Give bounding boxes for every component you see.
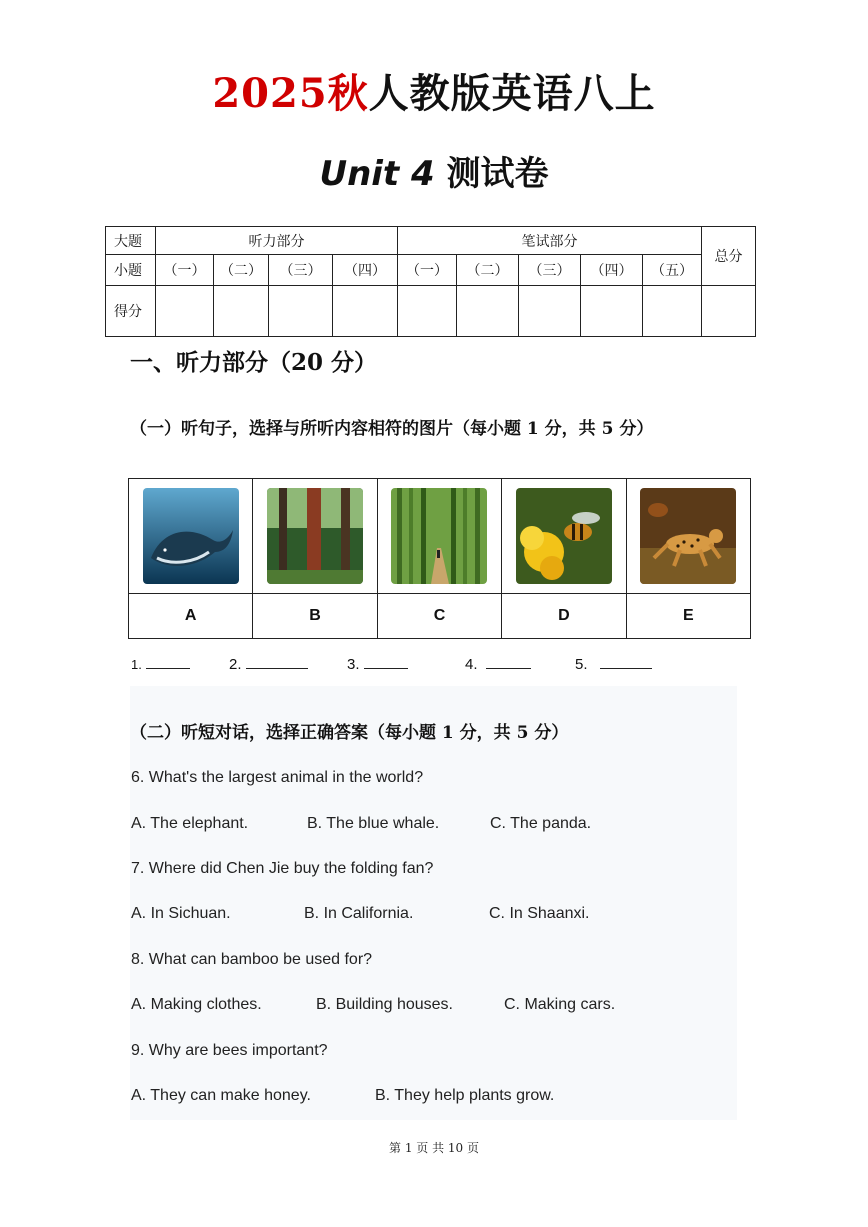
picture-cell-a [129, 479, 253, 594]
section-listening-title: 一、听力部分（20 分） [130, 349, 378, 376]
page-number: 第 1 页 共 10 页 [389, 1141, 479, 1155]
picture-label-a: A [129, 594, 253, 639]
listening-part-1: （一） [156, 255, 214, 286]
question-8-option-c[interactable]: C. Making cars. [504, 996, 616, 1013]
question-7: 7. Where did Chen Jie buy the folding fan? [131, 860, 434, 877]
score-cell[interactable] [643, 286, 702, 337]
question-6-option-a[interactable]: A. The elephant. [131, 815, 249, 832]
answer-blanks [131, 654, 691, 676]
big-question-label: 大题 [106, 227, 156, 255]
question-9-option-b[interactable]: B. They help plants grow. [375, 1087, 555, 1104]
question-7-option-c[interactable]: C. In Shaanxi. [489, 905, 590, 922]
score-cell[interactable] [457, 286, 519, 337]
writing-part-5: （五） [643, 255, 702, 286]
part2-title: （二）听短对话，选择正确答案（每小题 1 分，共 5 分） [130, 723, 569, 743]
score-cell[interactable] [398, 286, 457, 337]
title-textbook: 人教版英语八上 [368, 70, 656, 117]
unit-title [0, 146, 868, 195]
blank-number: 3. [347, 656, 360, 673]
score-cell[interactable] [519, 286, 581, 337]
unit-label: Unit 4 [319, 154, 435, 194]
question-9-option-a[interactable]: A. They can make honey. [131, 1087, 311, 1104]
bamboo-forest-photo-icon [391, 488, 487, 584]
score-table [105, 226, 756, 337]
picture-label-e: E [626, 594, 750, 639]
question-8: 8. What can bamboo be used for? [131, 951, 373, 968]
question-6: 6. What's the largest animal in the world? [131, 769, 424, 786]
answer-blank-4[interactable] [465, 654, 531, 673]
page-title [0, 62, 868, 119]
score-label: 得分 [106, 286, 156, 337]
answer-blank-1[interactable] [131, 654, 190, 673]
score-cell[interactable] [214, 286, 269, 337]
listening-part-2: （二） [214, 255, 269, 286]
question-6-option-c[interactable]: C. The panda. [490, 815, 592, 832]
answer-blank-2[interactable] [229, 654, 308, 673]
unit-test-label: 测试卷 [446, 154, 549, 194]
total-score-cell[interactable] [702, 286, 756, 337]
part1-title: （一）听句子，选择与所听内容相符的图片（每小题 1 分，共 5 分） [130, 419, 654, 439]
cheetah-photo-icon [640, 488, 736, 584]
blank-number: 4. [465, 656, 478, 673]
redwood-forest-photo-icon [267, 488, 363, 584]
listening-part-4: （四） [333, 255, 398, 286]
picture-cell-c [377, 479, 501, 594]
score-cell[interactable] [333, 286, 398, 337]
writing-part-4: （四） [581, 255, 643, 286]
picture-label-b: B [253, 594, 377, 639]
listening-header: 听力部分 [156, 227, 398, 255]
writing-part-2: （二） [457, 255, 519, 286]
blank-number: 2. [229, 656, 242, 673]
picture-label-c: C [377, 594, 501, 639]
blank-number: 1. [131, 657, 142, 672]
blank-number: 5. [575, 656, 588, 673]
picture-cell-b [253, 479, 377, 594]
question-8-option-a[interactable]: A. Making clothes. [131, 996, 262, 1013]
listening-part-3: （三） [269, 255, 333, 286]
answer-blank-5[interactable] [575, 654, 652, 673]
picture-label-d: D [502, 594, 626, 639]
writing-part-1: （一） [398, 255, 457, 286]
title-year-season: 2025秋 [212, 70, 369, 117]
writing-header: 笔试部分 [398, 227, 702, 255]
small-question-label: 小题 [106, 255, 156, 286]
picture-cell-e [626, 479, 750, 594]
question-6-option-b[interactable]: B. The blue whale. [307, 815, 440, 832]
question-7-option-a[interactable]: A. In Sichuan. [131, 905, 231, 922]
question-8-option-b[interactable]: B. Building houses. [316, 996, 453, 1013]
bee-on-flower-photo-icon [516, 488, 612, 584]
score-cell[interactable] [581, 286, 643, 337]
score-cell[interactable] [269, 286, 333, 337]
picture-table [128, 478, 751, 639]
whale-photo-icon [143, 488, 239, 584]
question-7-option-b[interactable]: B. In California. [304, 905, 414, 922]
score-cell[interactable] [156, 286, 214, 337]
picture-cell-d [502, 479, 626, 594]
question-9: 9. Why are bees important? [131, 1042, 328, 1059]
answer-blank-3[interactable] [347, 654, 408, 673]
writing-part-3: （三） [519, 255, 581, 286]
total-header: 总分 [702, 227, 756, 286]
